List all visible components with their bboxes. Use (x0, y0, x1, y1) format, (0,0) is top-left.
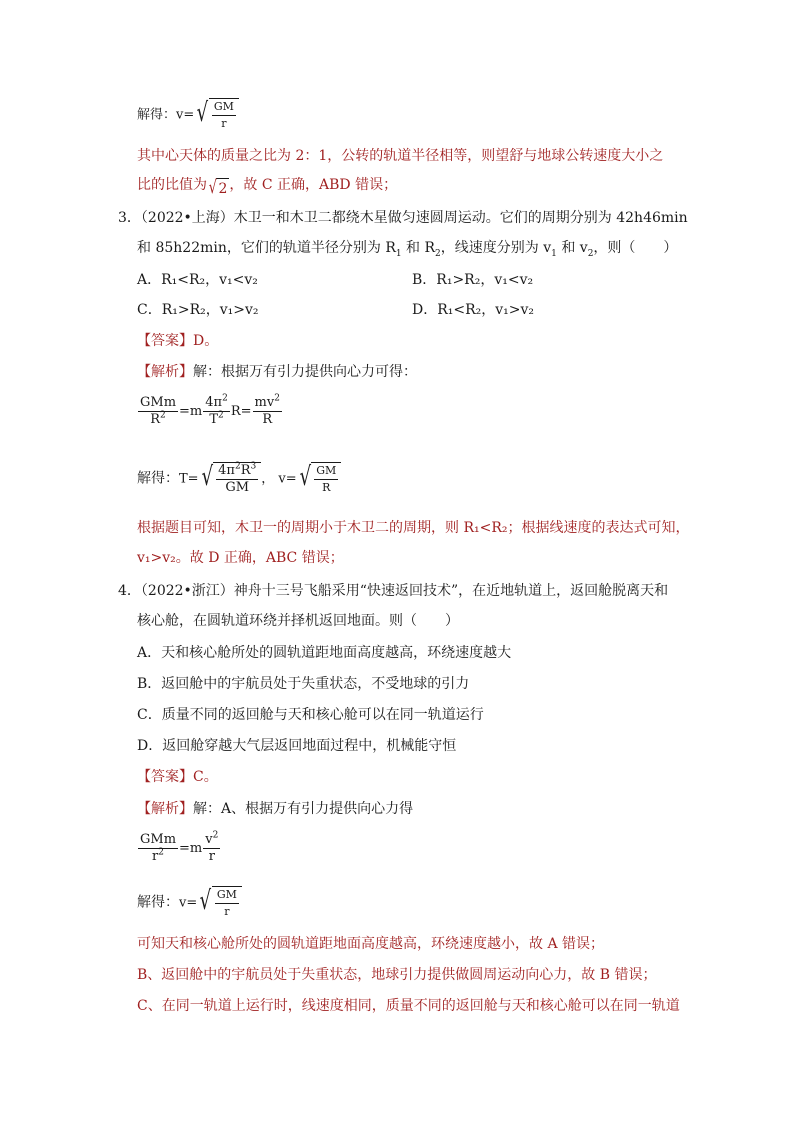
q3-stem-line-1: 3．（2022•上海）木卫一和木卫二都绕木星做匀速圆周运动。它们的周期分别为 42h46min (118, 210, 688, 226)
solve-label: 解得： (137, 107, 177, 123)
q3-option-d[interactable]: D．R₁<R₂，v₁>v₂ (412, 302, 535, 318)
q3-analysis (137, 362, 417, 382)
q3-analysis-label: 【解析】 (137, 364, 193, 380)
q3-stem2d: 和 v (556, 240, 588, 256)
q4-option-a[interactable]: A．天和核心舱所处的圆轨道距地面高度越高，环绕速度越大 (137, 645, 512, 661)
q4-analysis (137, 799, 413, 819)
q3-stem2b: 和 R (401, 240, 436, 256)
q3-option-c[interactable]: C．R₁>R₂，v₁>v₂ (137, 302, 259, 318)
q4-stem-line-2: 核心舱，在圆轨道环绕并择机返回地面。则（ ） (137, 613, 459, 629)
q3-option-b[interactable]: B．R₁>R₂，v₁<v₂ (412, 272, 534, 288)
top-line-2b: ，故 C 正确，ABD 错误； (229, 177, 398, 193)
v-eq: v= (176, 107, 195, 123)
q4-stem-line-1: 4．（2022•浙江）神舟十三号飞船采用“快速返回技术”，在近地轨道上，返回舱脱离天和 (118, 583, 669, 599)
q3-stem2e: ，则（ ） (593, 240, 678, 256)
q3-stem2c: ，线速度分别为 v (440, 240, 552, 256)
q3-solve-label: 解得： (137, 470, 179, 487)
q4-option-b[interactable]: B．返回舱中的宇航员处于失重状态，不受地球的引力 (137, 676, 470, 692)
q4-analysis-label: 【解析】 (137, 801, 193, 817)
q3-conclusion-2: v₁>v₂。故 D 正确，ABC 错误； (137, 550, 344, 566)
q3-stem2a: 和 85h22min，它们的轨道半径分别为 R (137, 240, 396, 256)
gm-num: GM (212, 99, 236, 116)
q4-force-equation: $\frac{\text{GMm}}{r^2}$ =m $\frac{v^2}{r}$ (140, 830, 219, 864)
q3-force-equation: $\frac{\text{GMm}}{R^2}$ =m $\frac{4\pi^2}{T^2}$ R= $\frac{mv^2}{R}$ (140, 393, 280, 427)
q4-line-3: C、在同一轨道上运行时，线速度相同，质量不同的返回舱与天和核心舱可以在同一轨道 (137, 998, 680, 1014)
q4-option-d[interactable]: D．返回舱穿越大气层返回地面过程中，机械能守恒 (137, 738, 457, 754)
top-solution-formula: 解得：v= √ $\frac{GM}{r}$ (137, 98, 239, 132)
q4-line-1: 可知天和核心舱所处的圆轨道距地面高度越高，环绕速度越小，故 A 错误； (137, 936, 605, 952)
q3-conclusion-1: 根据题目可知，木卫一的周期小于木卫二的周期，则 R₁<R₂；根据线速度的表达式可知， (137, 520, 690, 536)
q3-option-a[interactable]: A．R₁<R₂，v₁<v₂ (137, 272, 258, 288)
q4-solution-formula: 解得：v= √ $\frac{GM}{r}$ (137, 886, 242, 920)
q4-line-2: B、返回舱中的宇航员处于失重状态，地球引力提供做圆周运动向心力，故 B 错误； (137, 967, 657, 983)
sqrt2-value: 2 (216, 178, 229, 199)
q4-analysis-text: 解：A、根据万有引力提供向心力得 (193, 801, 414, 817)
q4-answer: 【答案】C。 (137, 769, 218, 785)
q3-analysis-text: 解：根据万有引力提供向心力可得： (193, 364, 417, 380)
q4-option-c[interactable]: C．质量不同的返回舱与天和核心舱可以在同一轨道运行 (137, 707, 484, 723)
q4-solve-label: 解得： (137, 894, 179, 911)
top-line-2a: 比的比值为 (137, 177, 207, 193)
top-line-1: 其中心天体的质量之比为 2：1，公转的轨道半径相等，则望舒与地球公转速度大小之 (137, 148, 664, 164)
q3-answer: 【答案】D。 (137, 333, 219, 349)
r-den: r (221, 117, 227, 130)
q3-solution-formula: 解得：T= √ $\frac{4\pi^2R^3}{GM}$ ， v= √ $\frac{GM}{R}$ (137, 462, 341, 496)
top-line-2: 比的比值为 √ 2 ，故 C 正确，ABD 错误； (137, 177, 398, 198)
q3-stem-line-2: 和 85h22min，它们的轨道半径分别为 $R_1$ 和 $R_2$，线速度分别为 $v_1$ 和 $v_2$，则（ ） (137, 240, 678, 259)
